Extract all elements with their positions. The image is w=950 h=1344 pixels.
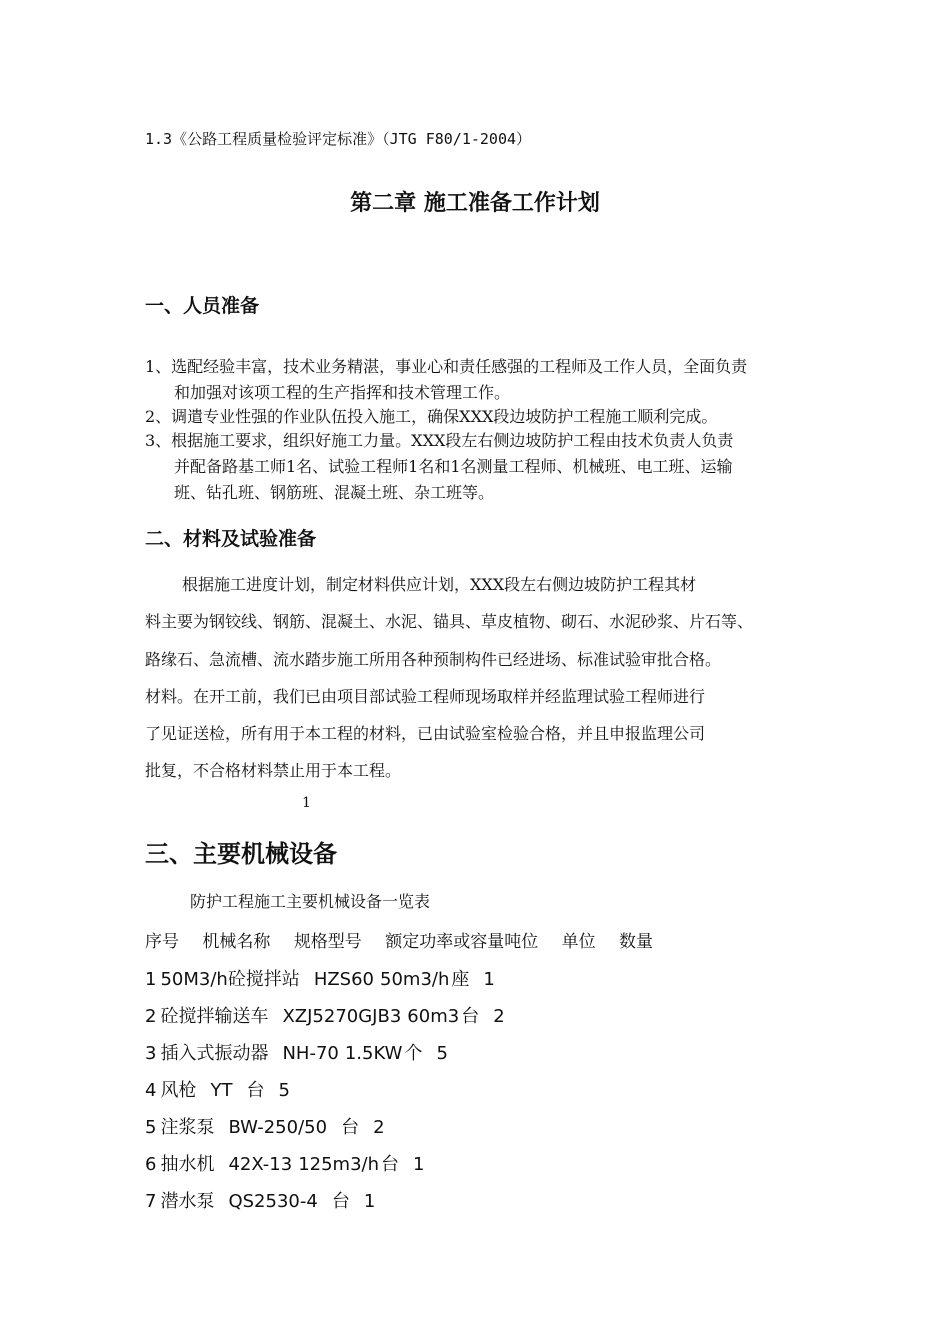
cell: 125m3/h [298,1154,380,1175]
cell: QS2530-4 [228,1191,318,1212]
list-line: 班、钻孔班、钢筋班、混凝土班、杂工班等。 [174,483,495,502]
cell: 60m3 [407,1006,460,1027]
list-line: 并配备路基工师1名、试验工程师1名和1名测量工程师、机械班、电工班、运输 [174,457,733,476]
section-heading-personnel: 一、人员准备 [145,295,260,317]
cell: 台 [331,1191,350,1212]
cell: 7 [145,1191,157,1212]
column-header: 单位 [561,932,596,952]
cell: 5 [436,1043,448,1064]
column-header: 机械名称 [202,932,271,952]
cell: 1 [145,969,157,990]
cell: 50M3/h砼搅拌站 [160,969,300,990]
paragraph-line: 材料。在开工前，我们已由项目部试验工程师现场取样并经监理试验工程师进行 [145,687,706,706]
cell: 台 [341,1117,360,1138]
section-heading-materials: 二、材料及试验准备 [145,528,317,550]
chapter-title: 第二章 施工准备工作计划 [350,191,600,216]
cell: 1 [413,1154,425,1175]
column-header: 数量 [619,932,654,952]
column-header: 额定功率或容量吨位 [385,932,539,952]
cell: 4 [145,1080,157,1101]
table-row [145,1113,399,1139]
table-row [145,1150,438,1176]
standard-reference: 1.3《公路工程质量检验评定标准》（JTG F80/1-2004） [145,130,532,148]
paragraph-line: 批复，不合格材料禁止用于本工程。 [145,761,402,780]
cell: YT [210,1080,233,1101]
cell: 2 [373,1117,385,1138]
cell: 42X-13 [228,1154,293,1175]
cell: 抽水机 [160,1154,215,1175]
table-row [145,1039,462,1065]
cell: 50m3/h [380,969,450,990]
cell: 风枪 [160,1080,197,1101]
cell: XZJ5270GJB3 [282,1006,402,1027]
cell: 潜水泵 [160,1191,215,1212]
table-row [145,1076,304,1102]
cell: 台 [461,1006,480,1027]
list-item [145,428,733,506]
list-line: 2、调遣专业性强的作业队伍投入施工，确保XXX段边坡防护工程施工顺利完成。 [145,407,718,426]
section-heading-machinery: 三、主要机械设备 [145,840,337,868]
paragraph-line: 了见证送检，所有用于本工程的材料，已由试验室检验合格，并且申报监理公司 [145,724,706,743]
cell: 6 [145,1154,157,1175]
cell: 台 [246,1080,265,1101]
list-line: 和加强对该项工程的生产指挥和技术管理工作。 [174,383,511,402]
list-line: 1、选配经验丰富，技术业务精湛，事业心和责任感强的工程师及工作人员，全面负责 [145,357,748,376]
paragraph-line: 路缘石、急流槽、流水踏步施工所用各种预制构件已经进场、标准试验审批合格。 [145,650,722,669]
cell: 注浆泵 [160,1117,215,1138]
cell: 1 [363,1191,376,1212]
table-row [145,1002,519,1028]
page-number: 1 [302,795,311,811]
cell: BW-250/50 [228,1117,328,1138]
cell: NH-70 [282,1043,339,1064]
list-item [145,354,747,406]
paragraph-line: 根据施工进度计划，制定材料供应计划，XXX段左右侧边坡防护工程其材 [182,575,697,594]
cell: 座 [451,969,470,990]
list-line: 3、根据施工要求，组织好施工力量。XXX段左右侧边坡防护工程由技术负责人负责 [145,431,734,450]
cell: HZS60 [313,969,375,990]
column-header: 规格型号 [293,932,362,952]
column-header: 序号 [145,932,179,952]
paragraph-line: 料主要为钢铰线、钢筋、混凝土、水泥、锚具、草皮植物、砌石、水泥砂浆、片石等、 [145,612,754,631]
cell: 5 [145,1117,157,1138]
cell: 3 [145,1043,157,1064]
table-caption: 防护工程施工主要机械设备一览表 [190,892,431,911]
list-item [145,404,717,430]
cell: 台 [381,1154,400,1175]
cell: 个 [404,1043,423,1064]
cell: 2 [145,1006,157,1027]
cell: 5 [278,1080,290,1101]
cell: 插入式振动器 [160,1043,269,1064]
table-row [145,1187,389,1213]
cell: 1 [483,969,495,990]
cell: 1.5KW [344,1043,403,1064]
table-header [145,927,671,952]
cell: 砼搅拌输送车 [160,1006,269,1027]
cell: 2 [493,1006,505,1027]
table-row [145,965,509,991]
